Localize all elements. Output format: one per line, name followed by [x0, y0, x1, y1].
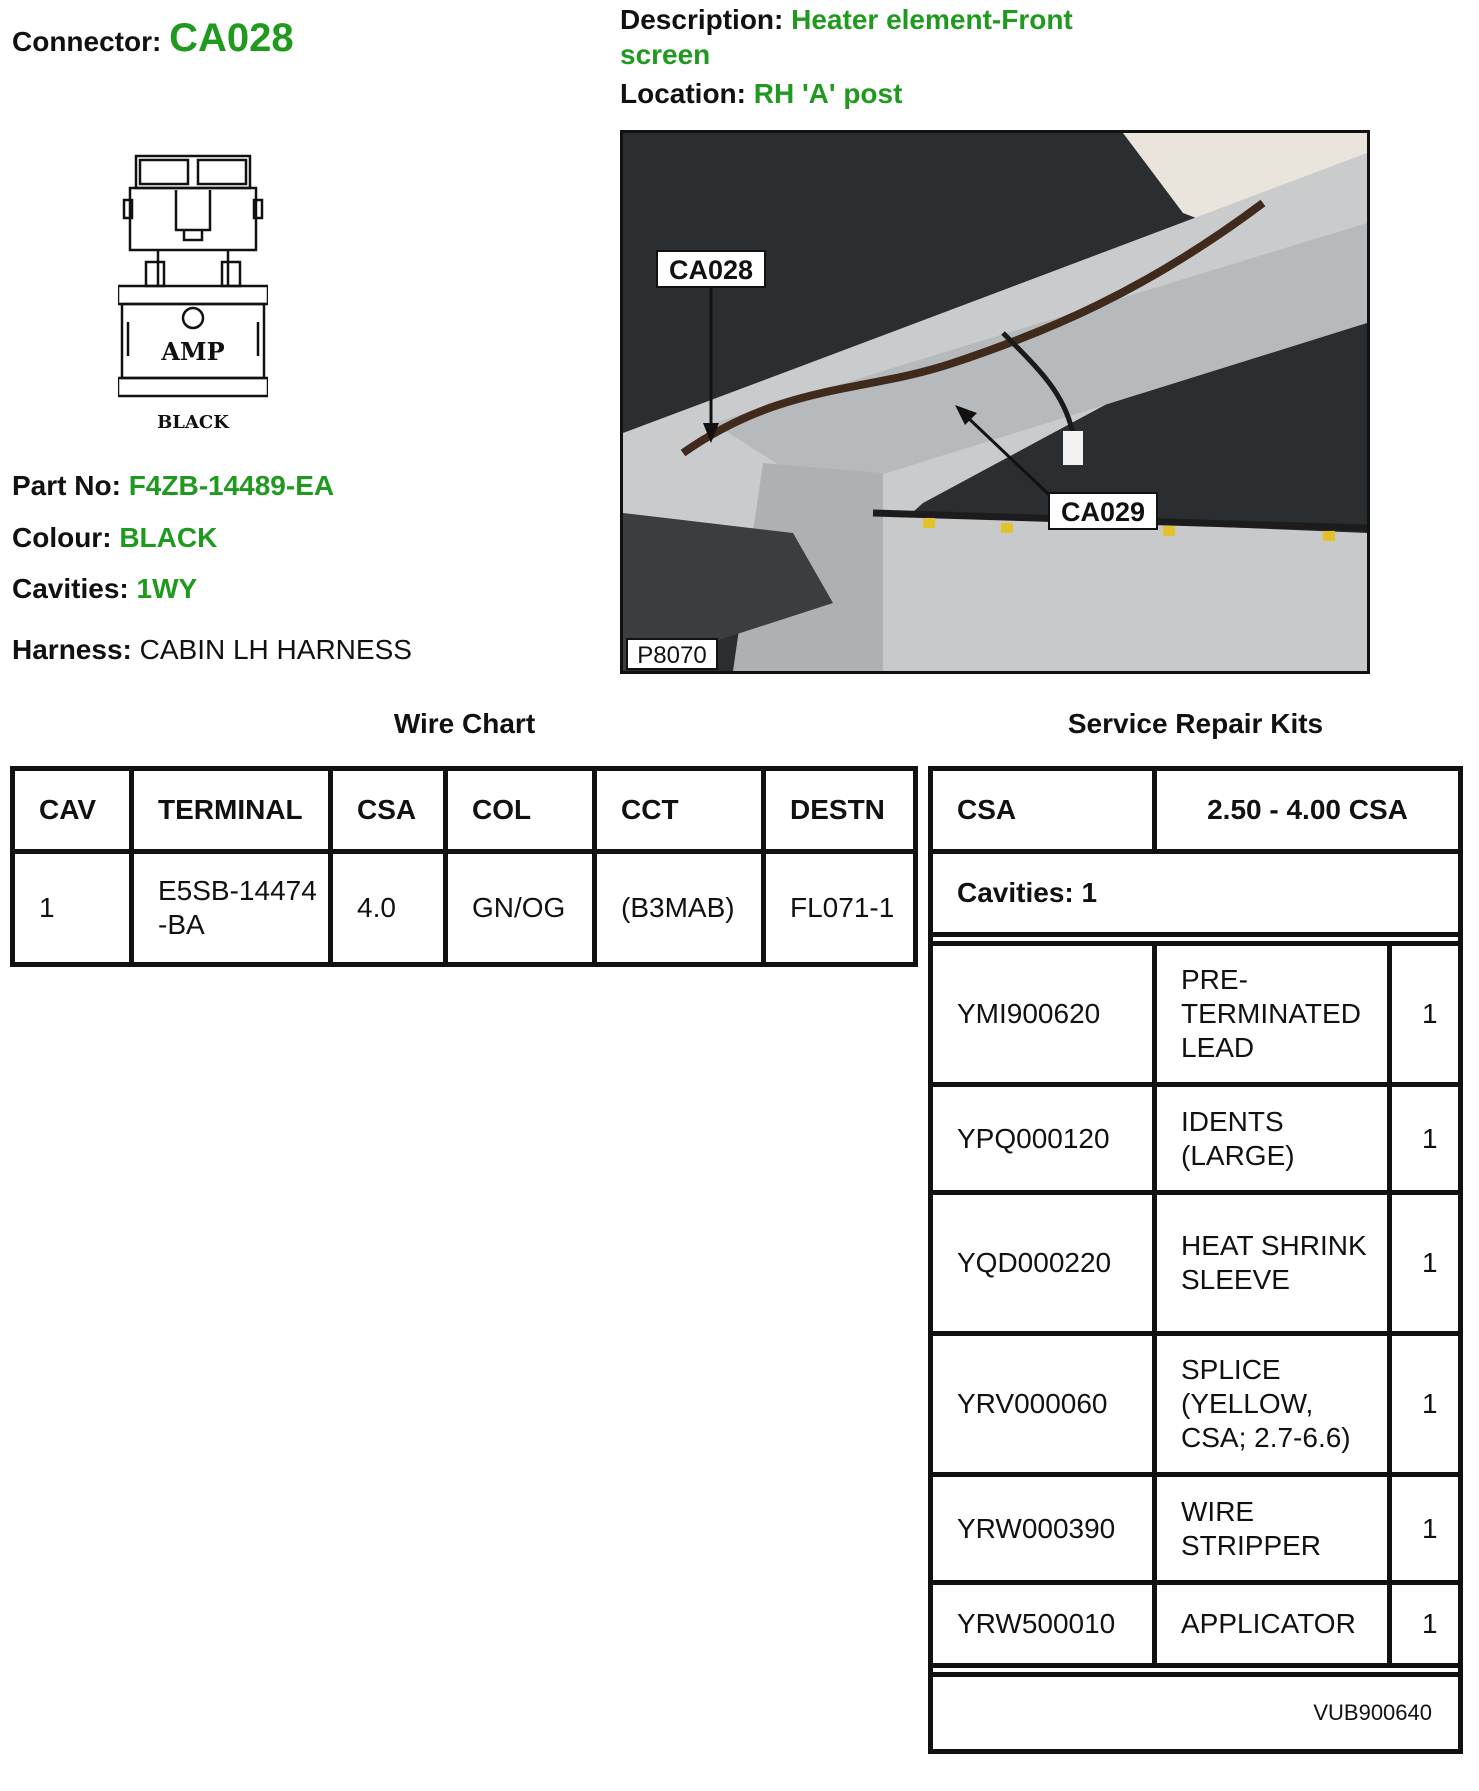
list-item — [931, 1193, 1461, 1334]
connector-drawing — [118, 150, 268, 435]
kit-spacer-cell — [931, 1666, 1461, 1675]
location-photo — [620, 130, 1370, 674]
header-kit-csa: CSA — [931, 769, 1155, 852]
harness-value: CABIN LH HARNESS — [139, 634, 412, 665]
kit-qty: 1 — [1390, 1085, 1461, 1193]
kit-desc: APPLICATOR — [1155, 1583, 1390, 1666]
kit-footer-code: VUB900640 — [931, 1675, 1461, 1752]
cell-cav: 1 — [13, 852, 132, 965]
description — [620, 2, 1140, 72]
callout-ca028: CA028 — [668, 255, 754, 285]
location — [620, 78, 902, 110]
kit-qty: 1 — [1390, 944, 1461, 1085]
colour-text: BLACK — [157, 412, 229, 433]
cavities-label: Cavities: — [12, 573, 129, 604]
connector-heading — [12, 16, 294, 61]
kit-part: YRW000390 — [931, 1475, 1155, 1583]
kit-cavities: Cavities: 1 — [931, 852, 1461, 935]
callout-ca029: CA029 — [1060, 497, 1146, 527]
wire-chart-table — [10, 766, 918, 967]
list-item — [931, 1334, 1461, 1475]
connector-id: CA028 — [169, 16, 294, 60]
kit-part: YRV000060 — [931, 1334, 1155, 1475]
location-value: RH 'A' post — [753, 78, 903, 109]
location-label: Location: — [620, 78, 746, 109]
kit-qty: 1 — [1390, 1583, 1461, 1666]
kit-desc: PRE-TERMINATED LEAD — [1155, 944, 1390, 1085]
list-item — [931, 1475, 1461, 1583]
kit-part: YPQ000120 — [931, 1085, 1155, 1193]
kit-spacer-cell — [931, 935, 1461, 944]
kit-footer-row — [931, 1675, 1461, 1752]
kit-spacer — [931, 935, 1461, 944]
repair-kits-title: Service Repair Kits — [1067, 708, 1324, 739]
list-item — [931, 1583, 1461, 1666]
description-value: Heater element-Front screen — [620, 4, 1073, 70]
repair-kits-header-row — [931, 769, 1461, 852]
kit-desc: SPLICE (YELLOW, CSA; 2.7-6.6) — [1155, 1334, 1390, 1475]
colour-value: BLACK — [119, 522, 218, 553]
colour-label: Colour: — [12, 522, 112, 553]
list-item — [931, 944, 1461, 1085]
harness-label: Harness: — [12, 634, 132, 665]
kit-cavities-row — [931, 852, 1461, 935]
kit-qty: 1 — [1390, 1334, 1461, 1475]
repair-kits-table — [928, 766, 1463, 1754]
kit-qty: 1 — [1390, 1193, 1461, 1334]
part-number-label: Part No: — [12, 470, 121, 501]
header-csa: CSA — [331, 769, 446, 852]
header-cct: CCT — [595, 769, 764, 852]
wire-chart-title: Wire Chart — [393, 708, 536, 739]
list-item — [931, 1085, 1461, 1193]
kit-desc: IDENTS (LARGE) — [1155, 1085, 1390, 1193]
connector-outline-icon — [118, 150, 268, 435]
cell-terminal: E5SB-14474-BA — [132, 852, 331, 965]
header-col: COL — [446, 769, 595, 852]
header-destn: DESTN — [764, 769, 916, 852]
kit-part: YRW500010 — [931, 1583, 1155, 1666]
cavities — [12, 573, 197, 605]
cell-csa: 4.0 — [331, 852, 446, 965]
description-label: Description: — [620, 4, 784, 35]
connector-label: Connector: — [12, 26, 162, 57]
cell-col: GN/OG — [446, 852, 595, 965]
header-cav: CAV — [13, 769, 132, 852]
wire-chart-header-row — [13, 769, 916, 852]
header-kit-range: 2.50 - 4.00 CSA — [1155, 769, 1461, 852]
table-row — [13, 852, 916, 965]
brand-text: AMP — [161, 337, 225, 366]
cell-cct: (B3MAB) — [595, 852, 764, 965]
colour — [12, 522, 217, 554]
kit-part: YMI900620 — [931, 944, 1155, 1085]
header-terminal: TERMINAL — [132, 769, 331, 852]
part-number — [12, 470, 334, 502]
harness — [12, 634, 412, 666]
cell-destn: FL071-1 — [764, 852, 916, 965]
part-number-value: F4ZB-14489-EA — [128, 470, 335, 501]
kit-desc: HEAT SHRINK SLEEVE — [1155, 1193, 1390, 1334]
cavities-value: 1WY — [136, 573, 198, 604]
photo-ref: P8070 — [637, 642, 707, 669]
kit-part: YQD000220 — [931, 1193, 1155, 1334]
kit-qty: 1 — [1390, 1475, 1461, 1583]
kit-desc: WIRE STRIPPER — [1155, 1475, 1390, 1583]
kit-spacer — [931, 1666, 1461, 1675]
a-post-photo-icon — [623, 133, 1367, 671]
